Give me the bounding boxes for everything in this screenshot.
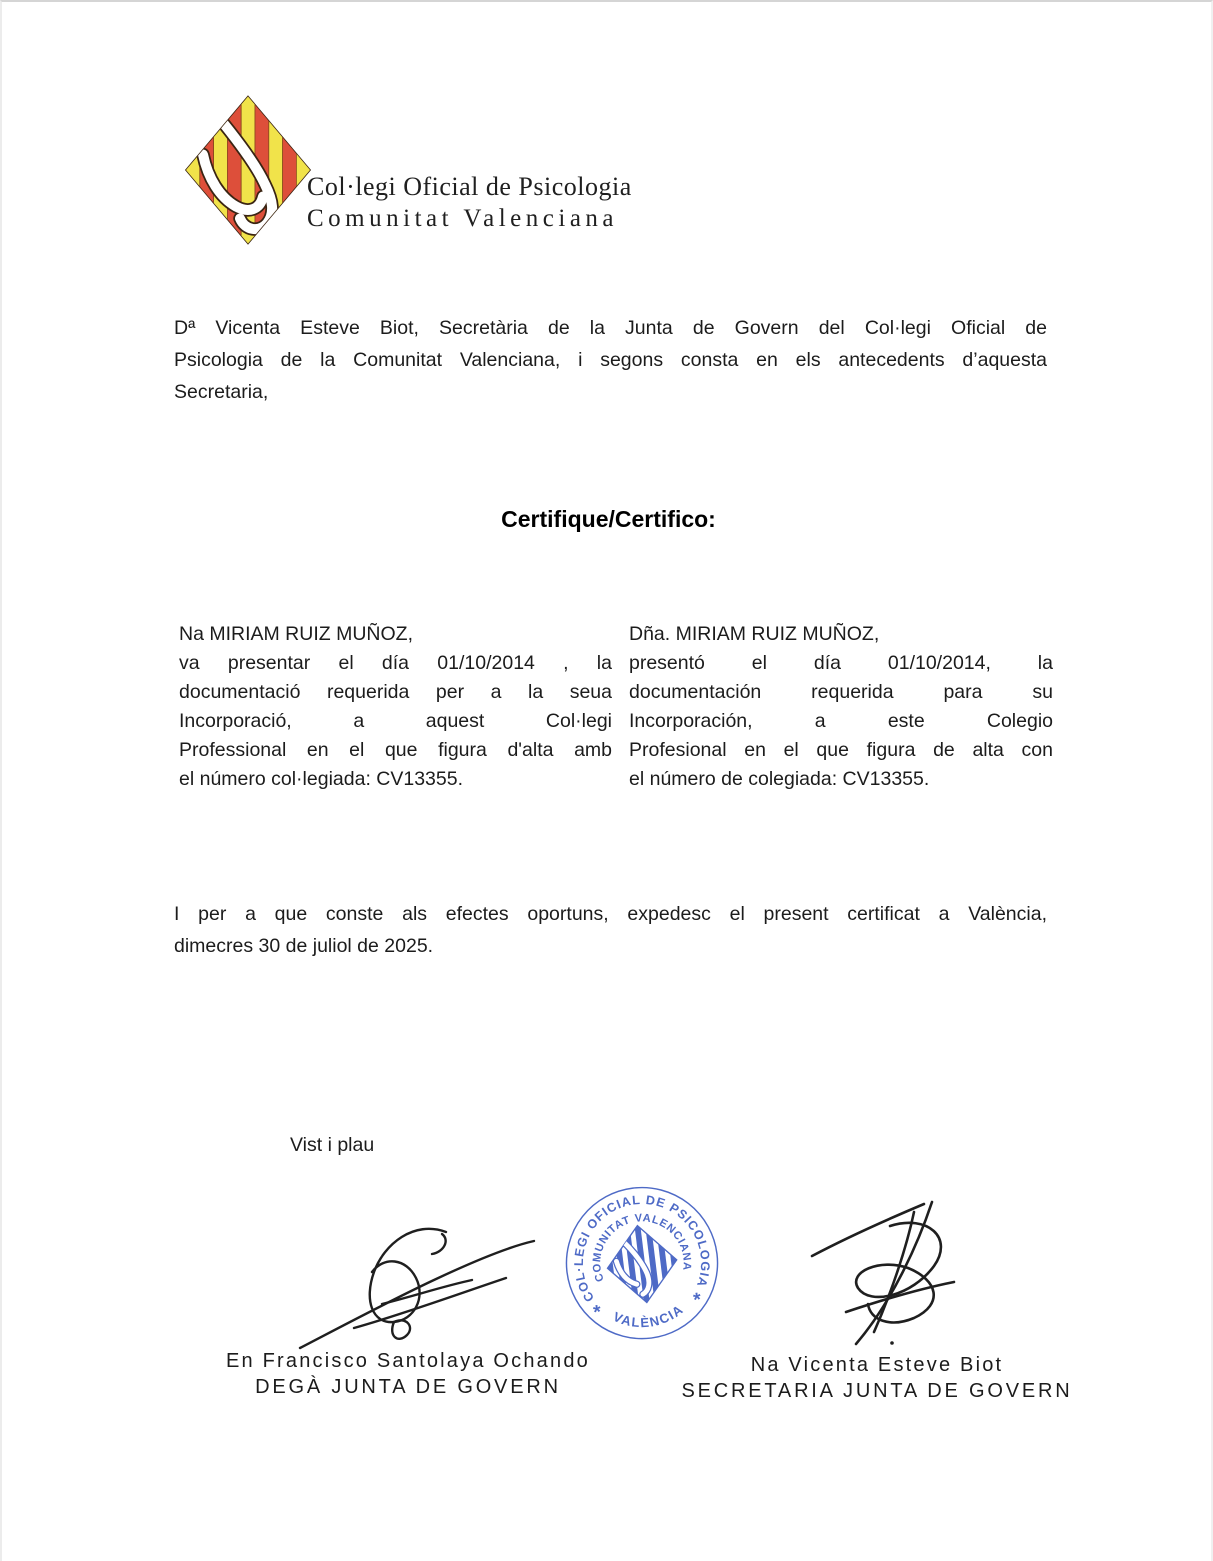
certify-heading: Certifique/Certifico: <box>501 506 716 532</box>
spanish-line: Dña. MIRIAM RUIZ MUÑOZ, <box>629 623 880 645</box>
svg-text:VALÈNCIA <box>609 1300 688 1334</box>
closing-line: I per a que conste als efectes oportuns, expedesc el present certificat a València, <box>174 903 1047 925</box>
stamp-star-right: * <box>692 1288 703 1312</box>
spanish-line: el número de colegiada: CV13355. <box>629 768 930 790</box>
spanish-column <box>629 620 1053 794</box>
intro-line: Dª Vicenta Esteve Biot, Secretària de la Junta de Govern del Col·legi Oficial de <box>174 317 1047 339</box>
spanish-line: documentación requerida para su <box>629 681 1053 703</box>
official-stamp <box>550 1182 734 1350</box>
stamp-bottom-text: VALÈNCIA <box>610 1301 687 1331</box>
secretary-name: Na Vicenta Esteve Biot <box>750 1354 1004 1376</box>
spanish-line: Incorporación, a este Colegio <box>629 710 1053 732</box>
stamp-star-left: * <box>592 1300 603 1324</box>
valencian-line: Professional en el que figura d'alta amb <box>179 739 612 761</box>
closing-line: dimecres 30 de juliol de 2025. <box>174 935 434 957</box>
stamp-outer-text: COL·LEGI OFICIAL DE PSICOLOGIA <box>571 1192 713 1305</box>
valencian-line: documentació requerida per a la seua <box>179 681 612 703</box>
org-name-line2: Comunitat Valenciana <box>307 205 619 232</box>
intro-line: Psicologia de la Comunitat Valenciana, i segons consta en els antecedents d’aquesta <box>174 349 1047 371</box>
secretary-role: SECRETARIA JUNTA DE GOVERN <box>681 1380 1073 1402</box>
intro-line: Secretaria, <box>174 381 269 403</box>
dean-signatory-block <box>188 1348 628 1400</box>
dean-signature-scribble <box>294 1204 542 1354</box>
secretary-signature-scribble <box>794 1192 1010 1350</box>
spanish-line: Profesional en el que figura de alta con <box>629 739 1053 761</box>
college-logo-icon <box>182 94 314 246</box>
valencian-line: Incorporació, a aquest Col·legi <box>179 710 612 732</box>
closing-paragraph <box>174 898 1047 962</box>
dean-name: En Francisco Santolaya Ochando <box>226 1350 590 1372</box>
intro-paragraph <box>174 312 1047 408</box>
spanish-line: presentó el día 01/10/2014, la <box>629 652 1053 674</box>
org-name-line1: Col·legi Oficial de Psicologia <box>307 172 632 201</box>
secretary-signatory-block <box>657 1352 1097 1404</box>
valencian-line: va presentar el día 01/10/2014 , la <box>179 652 612 674</box>
valencian-line: el número col·legiada: CV13355. <box>179 768 464 790</box>
valencian-line: Na MIRIAM RUIZ MUÑOZ, <box>179 623 413 645</box>
dean-role: DEGÀ JUNTA DE GOVERN <box>255 1376 561 1398</box>
approval-label: Vist i plau <box>290 1134 375 1156</box>
stamp-inner-text: COMUNITAT VALENCIANA <box>591 1212 693 1284</box>
valencian-column <box>179 620 612 794</box>
org-name <box>307 170 632 235</box>
